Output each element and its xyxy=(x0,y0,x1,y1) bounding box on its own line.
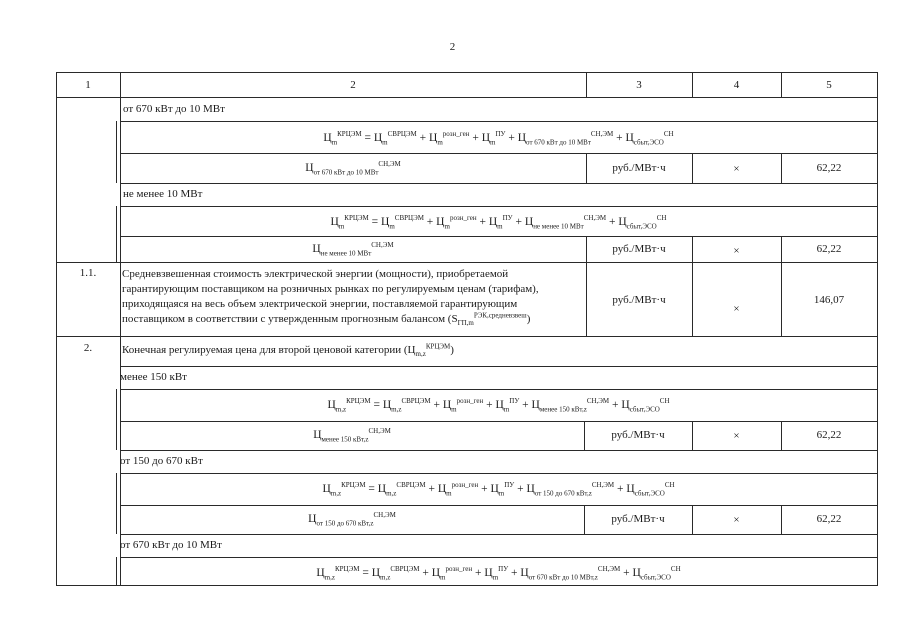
tariff-symbol: $Ц_{не менее 10 МВт}^{СН,ЭМ}$ xyxy=(312,241,394,258)
tariff-symbol: $Ц_{от 670 кВт до 10 МВт}^{СН,ЭМ}$ xyxy=(305,160,401,177)
row-description: Средневзвешенная стоимость электрической энергии (мощности), приобретаемой гарантирующим поставщиком на розничных рынках по регулируемым ценам (тарифам), приходящаяся на весь объем электрической энергии, поставляемой гарантирующим поставщиком в соответствии с утвержденным прогнозным балансом $(S_{ГП,m}^{РЭК,средневзвеш})$ xyxy=(122,268,539,328)
mark-cell: × xyxy=(733,514,740,526)
header-col-1: 1 xyxy=(85,79,91,91)
rule-header xyxy=(56,97,877,98)
subsection-label: менее 150 кВт xyxy=(120,371,187,383)
rule xyxy=(120,366,877,367)
formula: $Ц_{m,z}^{КРЦЭМ} = Ц_{m,z}^{СВРЦЭМ} + Ц_m^{розн\_ген} + Ц_m^{ПУ} + Ц_{менее 150 кВт,z}^{СН,ЭМ} + Ц_{сбыт,ЭСО}^{СН}$ xyxy=(327,397,670,414)
rule xyxy=(120,534,877,535)
rule-right xyxy=(877,72,878,586)
unit-cell: руб./МВт·ч xyxy=(612,162,666,174)
formula: $Ц_m^{КРЦЭМ} = Ц_m^{СВРЦЭМ} + Ц_m^{розн\_ген} + Ц_m^{ПУ} + Ц_{от 670 кВт до 10 МВт}^{СН,ЭМ} + Ц_{сбыт,ЭСО}^{СН}$ xyxy=(323,130,674,147)
row-number: 2. xyxy=(83,342,93,354)
rule-section xyxy=(56,336,877,337)
unit-cell: руб./МВт·ч xyxy=(612,243,666,255)
page-number: 2 xyxy=(449,41,456,53)
header-col-2: 2 xyxy=(350,79,356,91)
subsection-label: от 670 кВт до 10 МВт xyxy=(123,103,225,115)
unit-cell: руб./МВт·ч xyxy=(611,429,665,441)
rule xyxy=(120,450,877,451)
unit-cell: руб./МВт·ч xyxy=(612,294,666,306)
formula: $Ц_{m,z}^{КРЦЭМ} = Ц_{m,z}^{СВРЦЭМ} + Ц_m^{розн\_ген} + Ц_m^{ПУ} + Ц_{от 150 до 670 кВт,z}^{СН,ЭМ} + Ц_{сбыт,ЭСО}^{СН}$ xyxy=(322,481,675,498)
header-col-4: 4 xyxy=(733,79,740,91)
rule xyxy=(116,121,117,183)
value-cell: 62,22 xyxy=(816,162,842,174)
mark-cell: × xyxy=(733,303,740,315)
header-col-3: 3 xyxy=(636,79,642,91)
rule-bottom xyxy=(56,585,877,586)
rule-section xyxy=(56,262,877,263)
formula: $Ц_m^{КРЦЭМ} = Ц_m^{СВРЦЭМ} + Ц_m^{розн\_ген} + Ц_m^{ПУ} + Ц_{не менее 10 МВт}^{СН,ЭМ} + Ц_{сбыт,ЭСО}^{СН}$ xyxy=(330,214,667,231)
rule xyxy=(120,557,877,558)
rule-top xyxy=(56,72,877,73)
value-cell: 62,22 xyxy=(816,513,842,525)
rule xyxy=(120,236,877,237)
rule xyxy=(116,389,117,450)
rule xyxy=(120,206,877,207)
rule xyxy=(120,389,877,390)
rule xyxy=(116,473,117,534)
header-col-5: 5 xyxy=(826,79,832,91)
rule-left xyxy=(56,72,57,586)
rule xyxy=(120,473,877,474)
formula: $Ц_{m,z}^{КРЦЭМ} = Ц_{m,z}^{СВРЦЭМ} + Ц_m^{розн\_ген} + Ц_m^{ПУ} + Ц_{от 670 кВт до 10 МВт,z}^{СН,ЭМ} + Ц_{сбыт,ЭСО}^{СН}$ xyxy=(316,565,681,582)
mark-cell: × xyxy=(733,245,740,257)
rule-col2 xyxy=(120,72,121,586)
rule xyxy=(120,153,877,154)
row-description: Конечная регулируемая цена для второй ценовой категории $(Ц_{m,z}^{КРЦЭМ})$ xyxy=(122,342,454,359)
subsection-label: от 670 кВт до 10 МВт xyxy=(120,539,222,551)
rule xyxy=(120,421,877,422)
rule xyxy=(116,557,117,585)
rule xyxy=(120,121,877,122)
mark-cell: × xyxy=(733,163,740,175)
tariff-symbol: $Ц_{от 150 до 670 кВт,z}^{СН,ЭМ}$ xyxy=(308,511,396,528)
subsection-label: от 150 до 670 кВт xyxy=(120,455,203,467)
mark-cell: × xyxy=(733,430,740,442)
tariff-symbol: $Ц_{менее 150 кВт,z}^{СН,ЭМ}$ xyxy=(313,427,391,444)
value-cell: 62,22 xyxy=(816,243,842,255)
value-cell: 62,22 xyxy=(816,429,842,441)
rule xyxy=(116,206,117,262)
row-number: 1.1. xyxy=(79,267,97,279)
rule xyxy=(120,183,877,184)
unit-cell: руб./МВт·ч xyxy=(611,513,665,525)
value-cell: 146,07 xyxy=(813,294,845,306)
rule xyxy=(120,505,877,506)
subsection-label: не менее 10 МВт xyxy=(123,188,203,200)
